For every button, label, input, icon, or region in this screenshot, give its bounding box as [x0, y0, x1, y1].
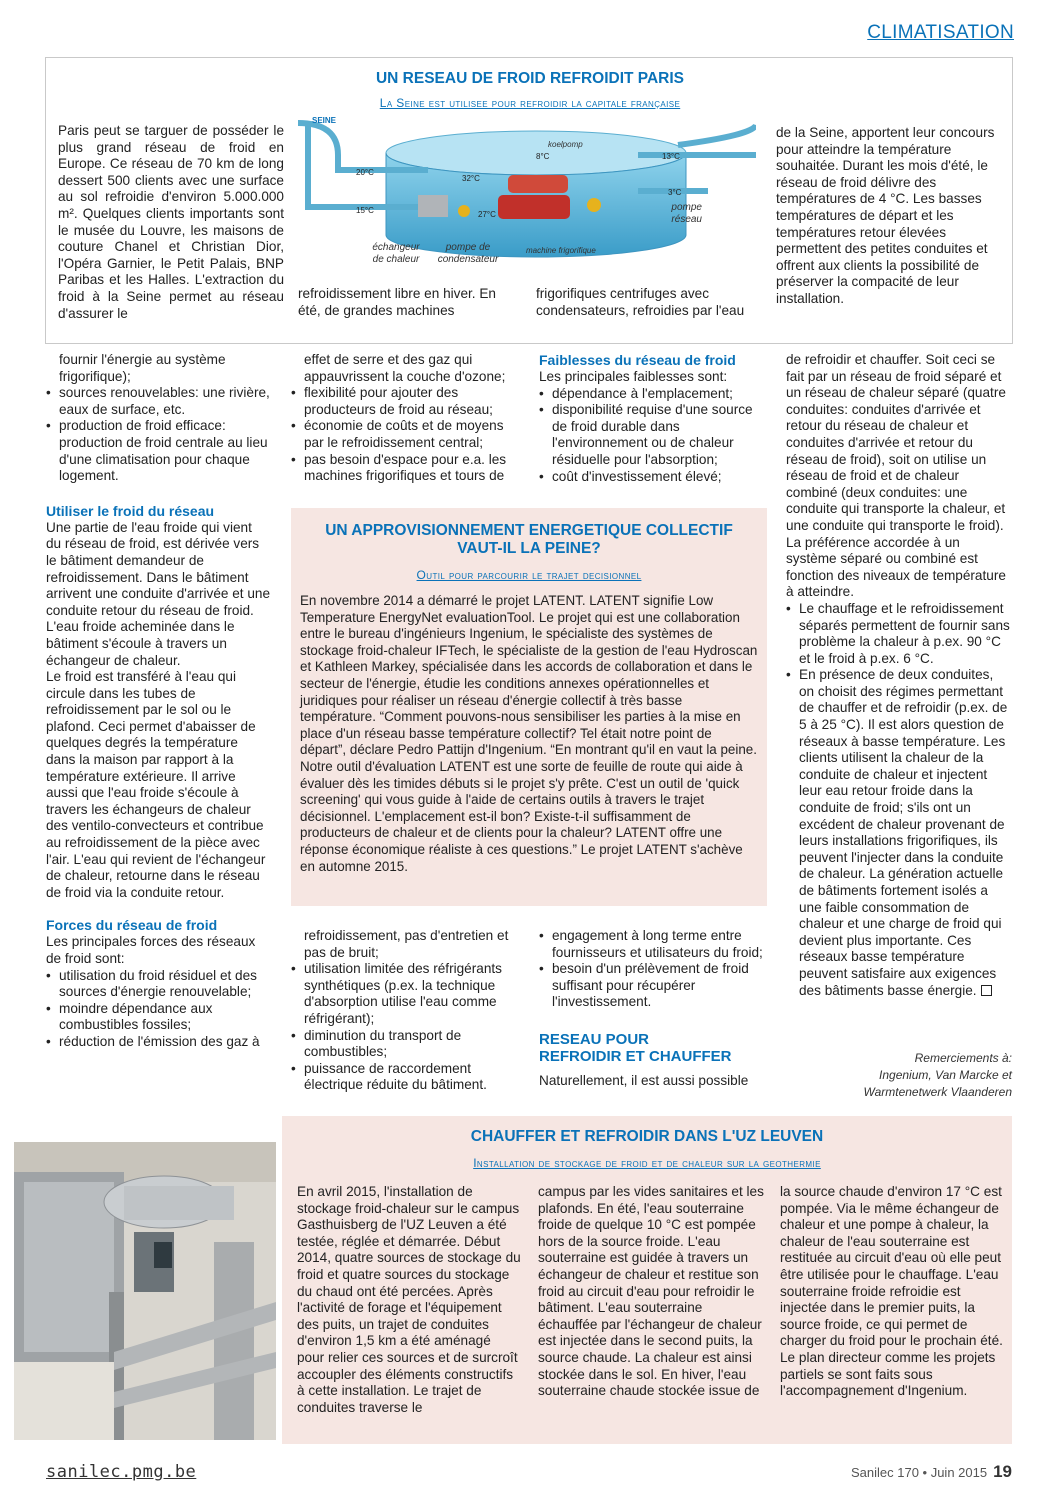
- installation-photo: [14, 1142, 276, 1440]
- col1-top-list: [46, 385, 270, 485]
- section-title: CLIMATISATION: [867, 22, 1014, 43]
- box3-col-a: En avril 2015, l'installation de stockage froid-chaleur sur le campus Gasthuisberg de l'UZ Leuven a été testée, réglée et démarrée. Début 2014, quatre sources de stockage du froid et quatre sources du stockage du chaud ont été percées. Après l'activité de forage et l'équipement des puits, un trajet de conduites d'environ 1,5 km a été aménagé pour relier ces sources et de surcroît accoupler des éléments constructifs à cette installation. Le trajet de conduites traverse le: [297, 1184, 521, 1415]
- col4-list: [786, 601, 1012, 999]
- label-pompe-reseau: pompe réseau: [671, 202, 702, 225]
- list-item: • économie de coûts et de moyens par le refroidissement central;: [291, 418, 519, 451]
- list-item: • moindre dépendance aux combustibles fossiles;: [46, 1001, 270, 1034]
- column-4: [786, 352, 1012, 999]
- exchanger-grey: [418, 195, 448, 217]
- heading-faiblesses: Faiblesses du réseau de froid: [539, 352, 736, 368]
- col1-utiliser-p1: Une partie de l'eau froide qui vient du réseau de froid, est dérivée vers le bâtiment demandeur de refroidissement. Dans le bâtiment arrivent une conduite d'arrivée et une conduite retour du réseau de froid. L'eau froide acheminée dans le bâtiment s'écoule à travers un échangeur de chaleur.: [46, 519, 271, 668]
- col3-bottom-list: [539, 928, 765, 1011]
- label-machine: machine frigorifique: [526, 246, 596, 255]
- box1-right-text: de la Seine, apportent leur concours pour atteindre la température souhaitée. Durant les mois d'été, le réseau de froid délivre des températures de 4 °C. Les basses températures de départ et les températures retour élevées permettent des petites conduites et offrent aux clients la possibilité de préserver la compacité de leur installation.: [776, 125, 995, 306]
- footer-site-link[interactable]: sanilec.pmg.be: [46, 1462, 197, 1482]
- list-item: • besoin d'un prélèvement de froid suffisant pour récupérer l'investissement.: [539, 961, 765, 1011]
- box1-mid-right-text: frigorifiques centrifuges avec condensateurs, refroidies par l'eau: [536, 286, 745, 318]
- list-item: • production de froid efficace: production de froid centrale au lieu d'une climatisation pour chaque logement.: [46, 418, 270, 484]
- list-item: • diminution du transport de combustibles;: [291, 1028, 519, 1061]
- col2-top-list: [291, 385, 519, 485]
- pump-yellow-2: [458, 205, 470, 217]
- list-item: • Le chauffage et le refroidissement séparés permettent de fournir sans problème la chaleur à p.ex. 90 °C et le froid à p.ex. 6 °C.: [786, 601, 1012, 667]
- col1-top-text: fournir l'énergie au système frigorifique);: [59, 352, 226, 384]
- box3-title: CHAUFFER ET REFROIDIR DANS L'UZ LEUVEN: [470, 1128, 824, 1145]
- box3-col-b: campus par les vides sanitaires et les plafonds. En été, l'eau souterraine froide de quelque 10 °C est pompée hors de la source froide. L'eau souterraine est guidée à travers un échangeur de chaleur et restitue son froid au circuit d'eau pour refroidir le bâtiment. L'eau souterraine échauffée par l'échangeur de chaleur est injectée dans le second puits, la source chaude. La chaleur est ainsi stockée dans le sol. En hiver, l'eau souterraine chaude stockée issue de: [538, 1184, 764, 1399]
- box2-text: En novembre 2014 a démarré le projet LATENT. LATENT signifie Low Temperature EnergyNet evaluationTool. Le projet qui est une collaboration entre le bureau d'ingénieurs Ingenium, le spécialiste des systèmes de stockage froid-chaleur IFTech, le spécialiste de la gestion de l'eau Hydroscan et Kathleen Markey, spécialisée dans les accords de collaboration et dans le secteur de l'énergie, étudie les conditions annexes opérationnelles et juridiques pour réaliser un réseau d'énergie collectif à très basse température. “Comment pouvons-nous sensibiliser les parties à la mise en place d'un réseau basse température collectif? Tel était notre point de départ”, déclare Pedro Pattijn d'Ingenium. “En montrant qu'il en vaut la peine. Notre outil d'évaluation LATENT est une sorte de feuille de route qui aide à évaluer dès les timides débuts si le projet s'y prête. C'est un outil de 'quick screening' qui vous guide à l'aide de certains outils à travers le trajet décisionnel. L'emplacement est-il bon? Existe-t-il suffisamment de producteurs de chaleur et de clients pour la chaleur? LATENT offre une réponse économique réaliste à ces questions.” Le projet LATENT s'achève en automne 2015.: [300, 593, 758, 874]
- label-pompe-condensateur: pompe de condensateur: [437, 242, 499, 265]
- col2-bottom-list: [291, 961, 519, 1094]
- list-item: • dépendance à l'emplacement;: [539, 386, 763, 403]
- machine-red: [498, 195, 570, 219]
- col1-forces-list: [46, 968, 270, 1051]
- list-item: • sources renouvelables: une rivière, eaux de surface, etc.: [46, 385, 270, 418]
- col1-utiliser-p2: Le froid est transféré à l'eau qui circule dans les tubes de refroidissement par le sol ou le plafond. Ceci permet d'abaisser de quelques degrés la température dans la maison par rapport à la température extérieure. Il arrive aussi que l'eau froide s'écoule à travers les échangeurs de chaleur des ventilo-convecteurs et contribue au refroidissement de la pièce avec l'air. L'eau qui revient de l'échangeur de chaleur, retourne dans le réseau de froid via la conduite retour.: [46, 669, 266, 900]
- list-item: • engagement à long terme entre fournisseurs et utilisateurs du froid;: [539, 928, 765, 961]
- col3-top-list: [539, 386, 763, 486]
- box2-title-line1: UN APPROVISIONNEMENT ENERGETIQUE COLLECTIF: [325, 522, 733, 539]
- label-seine: SEINE: [312, 116, 337, 125]
- label-t32: 32°C: [462, 174, 480, 183]
- list-item: • utilisation du froid résiduel et des sources d'énergie renouvelable;: [46, 968, 270, 1001]
- col2-bottom-text: refroidissement, pas d'entretien et pas de bruit;: [304, 928, 509, 960]
- list-item: • disponibilité requise d'une source de froid durable dans l'environnement ou de chaleur résiduelle pour l'absorption;: [539, 402, 763, 468]
- label-echangeur: échangeur de chaleur: [372, 242, 420, 265]
- label-t15: 15°C: [356, 206, 374, 215]
- photo-svg: [14, 1142, 276, 1440]
- label-koelpomp: koelpomp: [548, 140, 583, 149]
- thanks-line-1: Remerciements à:: [914, 1051, 1012, 1065]
- pump-yellow: [587, 198, 601, 212]
- column-3-top: [539, 352, 763, 485]
- thanks-line-3: Warmtenetwerk Vlaanderen: [863, 1085, 1012, 1099]
- list-item: • pas besoin d'espace pour e.a. les machines frigorifiques et tours de: [291, 452, 519, 485]
- box2-title-line2: VAUT-IL LA PEINE?: [457, 540, 601, 557]
- page-number: 19: [993, 1462, 1012, 1481]
- footer-issue: [851, 1462, 1012, 1482]
- list-item: • coût d'investissement élevé;: [539, 469, 763, 486]
- label-t8: 8°C: [536, 152, 550, 161]
- box1-mid-left-text: refroidissement libre en hiver. En été, de grandes machines: [298, 286, 496, 318]
- column-2-bottom: [291, 928, 519, 1094]
- box3-col-c: la source chaude d'environ 17 °C est pompée. Via le même échangeur de chaleur et une pompe à chaleur, la chaleur de l'eau souterraine est restituée au circuit d'eau où elle peut être utilisée pour le chauffage. L'eau souterraine froide refroidie est injectée dans le premier puits, la source froide, ce qui permet de charger du froid pour le prochain été. Le plan directeur comme les projets partiels se sont faits sous l'accompagnement d'Ingenium.: [780, 1184, 1003, 1399]
- end-square-icon: [981, 985, 992, 996]
- col2-top-text: effet de serre et des gaz qui appauvrissent la couche d'ozone;: [304, 352, 506, 384]
- col3-bottom-p: Naturellement, il est aussi possible: [539, 1072, 749, 1088]
- heading-reseau-1: RESEAU POUR: [539, 1030, 650, 1048]
- thanks-line-2: Ingenium, Van Marcke et: [879, 1068, 1012, 1082]
- box2-subtitle: Outil pour parcourir le trajet decisionnel: [416, 568, 642, 582]
- label-t20: 20°C: [356, 168, 374, 177]
- label-t13: 13°C: [662, 152, 680, 161]
- list-item: • flexibilité pour ajouter des producteurs de froid au réseau;: [291, 385, 519, 418]
- footer-issue-text: Sanilec 170 • Juin 2015: [850, 1465, 988, 1480]
- heading-forces: Forces du réseau de froid: [46, 917, 218, 934]
- heading-utiliser: Utiliser le froid du réseau: [46, 502, 215, 519]
- box1-title: UN RESEAU DE FROID REFROIDIT PARIS: [375, 70, 684, 87]
- column-3-bottom: [539, 928, 765, 1090]
- label-t27: 27°C: [478, 210, 496, 219]
- heading-reseau-2: REFROIDIR ET CHAUFFER: [539, 1047, 732, 1065]
- list-item: • réduction de l'émission des gaz à: [46, 1034, 270, 1051]
- list-item: [786, 667, 1012, 999]
- box1-left-text: Paris peut se targuer de posséder le plus grand réseau de froid en Europe. Ce réseau de 70 km de long dessert 500 clients avec une surface au sol refroidie d'environ 5.000.000 m². Quelques clients importants sont le musée du Louvre, les maisons de couture Chanel et Christian Dior, l'Opéra Garnier, le Petit Palais, BNP Paribas et les Halles. L'extraction du froid à la Seine permet au réseau d'assurer le: [58, 123, 284, 321]
- col1-forces-p: Les principales forces des réseaux de froid sont:: [46, 934, 256, 966]
- list-item: • utilisation limitée des réfrigérants synthétiques (p.ex. la technique d'absorption utilise l'eau comme réfrigérant);: [291, 961, 519, 1027]
- list-item-text: En présence de deux conduites, on choisit des régimes permettant de chauffer et de refroidir (p.ex. de 5 à 25 °C). Il est alors question de réseaux à basse température. Les clients utilisent la chaleur de la conduite de chaleur et injectent leur eau retour froide dans la conduite de froid; s'ils ont un excédent de chaleur provenant de leurs installations frigorifiques, ils peuvent l'injecter dans la conduite de chaleur. La génération actuelle de bâtiments fortement isolés a une faible consommation de chaleur et une charge de froid qui devient plus importante. Ces réseaux basse température peuvent satisfaire aux exigences des bâtiments basse énergie.: [799, 667, 1008, 998]
- machine-red-2: [508, 175, 568, 193]
- col4-text: de refroidir et chauffer. Soit ceci se fait par un réseau de froid séparé et un réseau de chaleur séparé (quatre conduites: conduites d'arrivée et retour du réseau de chaleur et conduites d'arrivée et retour du réseau de froid), soit on utilise un réseau de froid et de chaleur combiné (deux conduites: une conduite qui transporte la chaleur, et une conduite qui transporte le froid). La préférence accordée à un système séparé ou combiné est fonction des niveaux de température à atteindre.: [786, 352, 1006, 600]
- col3-top-p: Les principales faiblesses sont:: [539, 369, 728, 384]
- acknowledgements: [820, 1050, 1012, 1101]
- box3-subtitle: Installation de stockage de froid et de chaleur sur la geothermie: [473, 1156, 821, 1170]
- column-2-top: [291, 352, 519, 485]
- label-t3: 3°C: [668, 188, 682, 197]
- column-1: [46, 352, 270, 1051]
- list-item: • puissance de raccordement électrique réduite du bâtiment.: [291, 1061, 519, 1094]
- box1-subtitle: La Seine est utilisee pour refroidir la capitale française: [379, 96, 681, 110]
